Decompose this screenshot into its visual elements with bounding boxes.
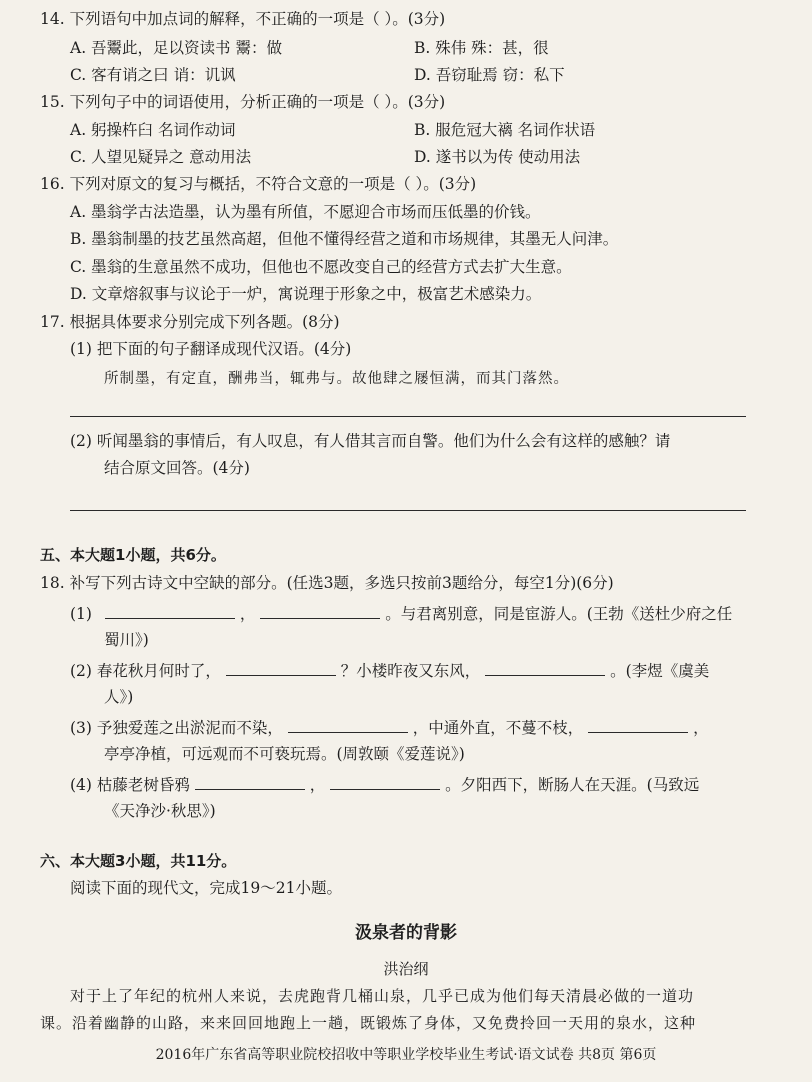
q18-item3-tail: 亭亭净植，可远观而不可亵玩焉。(周敦颐《爱莲说》)	[104, 745, 465, 763]
q18-stem: 18. 补写下列古诗文中空缺的部分。(任选3题，多选只按前3题给分，每空1分)(6分)	[40, 574, 614, 592]
article-author: 洪治纲	[383, 960, 429, 978]
q15-option-a: A. 躬操杵臼 名词作动词	[70, 121, 236, 139]
q18-item4-blank2[interactable]	[330, 773, 440, 790]
q18-item2-suffix: 。(李煜《虞美	[610, 662, 710, 680]
q14-option-c: C. 客有诮之曰 诮：讥讽	[70, 66, 236, 84]
article-line-1: 对于上了年纪的杭州人来说，去虎跑背几桶山泉，几乎已成为他们每天清晨必做的一道功	[70, 987, 695, 1005]
q16-option-c: C. 墨翁的生意虽然不成功，但他也不愿改变自己的经营方式去扩大生意。	[70, 258, 572, 276]
q18-item2-blank1[interactable]	[226, 659, 336, 676]
q18-item1-tail: 蜀川》)	[104, 631, 149, 649]
q17-part2-line1: (2) 听闻墨翁的事情后，有人叹息，有人借其言而自警。他们为什么会有这样的感触？请	[70, 432, 671, 450]
q17-part1-text: 所制墨，有定直，酬弗当，辄弗与。故他肆之屦恒满，而其门落然。	[104, 371, 569, 387]
q18-item3-blank2[interactable]	[588, 716, 688, 733]
q18-item3-middle: ，中通外直，不蔓不枝，	[412, 719, 584, 737]
q16-option-d: D. 文章熔叙事与议论于一炉，寓说理于形象之中，极富艺术感染力。	[70, 285, 542, 303]
q17-part1: (1) 把下面的句子翻译成现代汉语。(4分)	[70, 340, 352, 358]
q17-stem: 17. 根据具体要求分别完成下列各题。(8分)	[40, 313, 340, 331]
q18-item4-suffix: 。夕阳西下，断肠人在天涯。(马致远	[445, 776, 700, 794]
q18-item2	[70, 659, 709, 682]
q18-item2-middle: ？小楼昨夜又东风，	[340, 662, 481, 680]
q18-item2-blank2[interactable]	[485, 659, 605, 676]
q18-item4-tail: 《天净沙·秋思》)	[104, 802, 216, 820]
q14-stem: 14. 下列语句中加点词的解释，不正确的一项是（ ）。(3分)	[40, 10, 446, 28]
q14-option-d: D. 吾窃耻焉 窃：私下	[414, 66, 565, 84]
q15-option-b: B. 服危冠大褵 名词作状语	[414, 121, 596, 139]
q18-item1-prefix: (1)	[70, 605, 92, 623]
q14-option-b: B. 殊伟 殊：甚，很	[414, 39, 549, 57]
q18-item1: (1) ， 。与君离别意，同是宦游人。(王勃《送杜少府之任	[70, 602, 732, 625]
section-6-intro: 阅读下面的现代文，完成19～21小题。	[70, 879, 342, 897]
q15-option-d: D. 遂书以为传 使动用法	[414, 148, 581, 166]
q15-stem: 15. 下列句子中的词语使用，分析正确的一项是（ ）。(3分)	[40, 93, 446, 111]
q16-option-a: A. 墨翁学古法造墨，认为墨有所值，不愿迎合市场而压低墨的价钱。	[70, 203, 541, 221]
q15-option-c: C. 人望见疑异之 意动用法	[70, 148, 252, 166]
q17-answer-line-2[interactable]	[70, 510, 746, 511]
q16-stem: 16. 下列对原文的复习与概括，不符合文意的一项是（ ）。(3分)	[40, 175, 477, 193]
q18-item3-prefix: (3) 予独爱莲之出淤泥而不染，	[70, 719, 283, 737]
q18-item4-prefix: (4) 枯藤老树昏鸦	[70, 776, 190, 794]
article-line-2: 课。沿着幽静的山路，来来回回地跑上一趟，既锻炼了身体，又免费拎回一天用的泉水，这种	[40, 1014, 697, 1032]
page-footer: 2016年广东省高等职业院校招收中等职业学校毕业生考试·语文试卷 共8页 第6页	[155, 1047, 657, 1063]
q18-item4-blank1[interactable]	[195, 773, 305, 790]
q18-item1-blank1[interactable]	[105, 602, 235, 619]
q14-option-a: A. 吾鬻此，足以资读书 鬻：做	[70, 39, 282, 57]
q18-item3: (3) 予独爱莲之出淤泥而不染， ，中通外直，不蔓不枝， ，	[70, 716, 709, 739]
section-6-heading: 六、本大题3小题，共11分。	[40, 852, 237, 870]
q18-item4: (4) 枯藤老树昏鸦 ， 。夕阳西下，断肠人在天涯。(马致远	[70, 773, 699, 796]
q18-item1-blank2[interactable]	[260, 602, 380, 619]
q17-part2-line2: 结合原文回答。(4分)	[104, 459, 250, 477]
q17-answer-line-1[interactable]	[70, 416, 746, 417]
q18-item2-tail: 人》)	[104, 688, 134, 706]
q18-item2-prefix: (2) 春花秋月何时了，	[70, 662, 221, 680]
q16-option-b: B. 墨翁制墨的技艺虽然高超，但他不懂得经营之道和市场规律，其墨无人问津。	[70, 230, 619, 248]
q18-item1-suffix: 。与君离别意，同是宦游人。(王勃《送杜少府之任	[385, 605, 733, 623]
section-5-heading: 五、本大题1小题，共6分。	[40, 546, 226, 564]
article-title: 汲泉者的背影	[355, 923, 457, 943]
q18-item3-blank1[interactable]	[288, 716, 408, 733]
